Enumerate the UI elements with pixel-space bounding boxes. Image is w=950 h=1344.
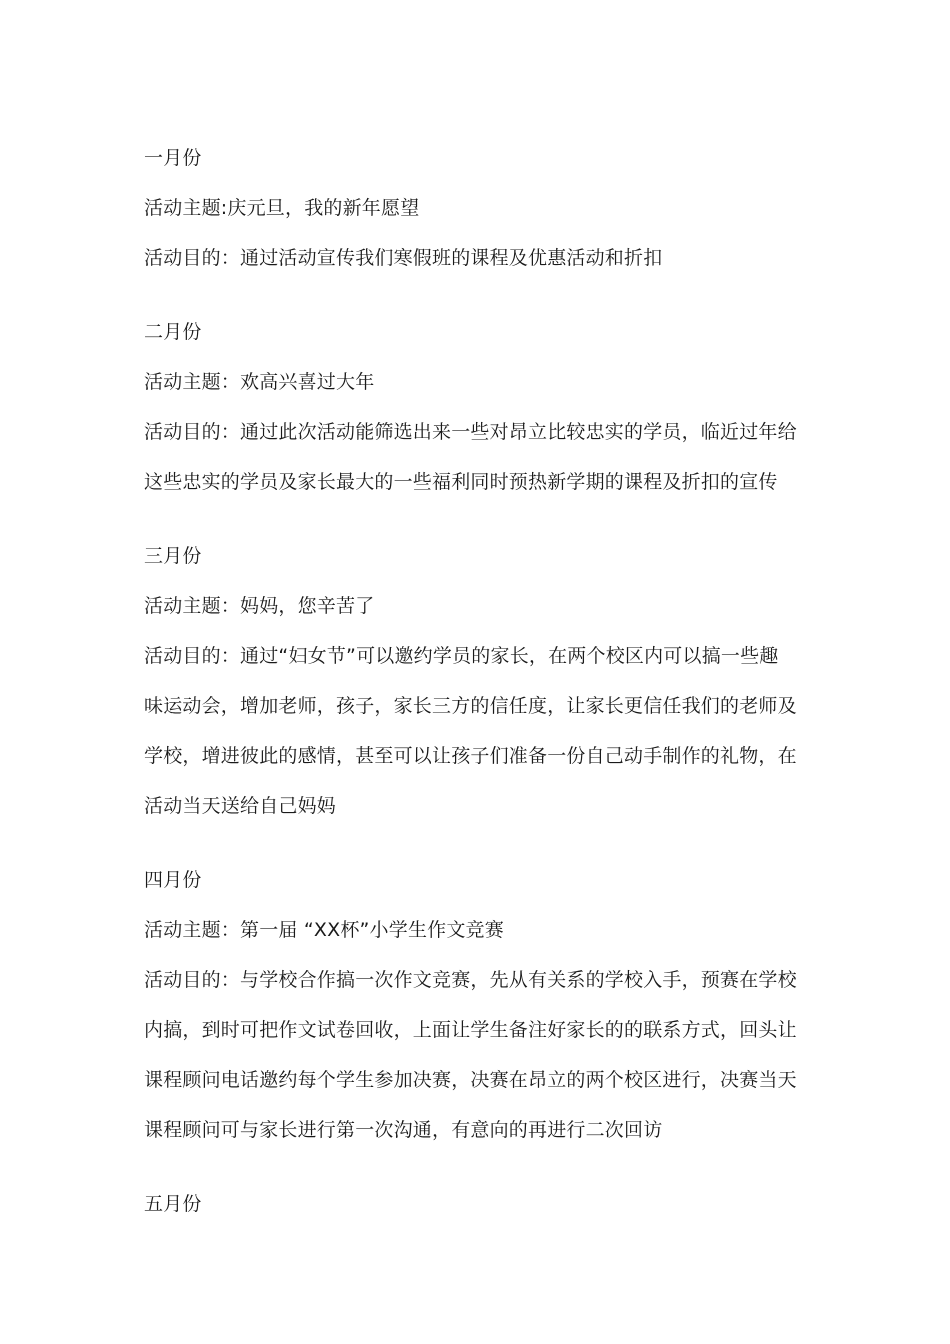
activity-purpose-line: 内搞，到时可把作文试卷回收，上面让学生备注好家长的的联系方式，回头让 bbox=[144, 1019, 797, 1041]
activity-purpose-line: 课程顾问电话邀约每个学生参加决赛，决赛在昂立的两个校区进行，决赛当天 bbox=[144, 1069, 797, 1091]
activity-purpose-line: 活动当天送给自己妈妈 bbox=[144, 795, 337, 817]
activity-purpose-line: 活动目的：通过此次活动能筛选出来一些对昂立比较忠实的学员，临近过年给 bbox=[144, 421, 797, 443]
month-heading: 二月份 bbox=[144, 321, 202, 343]
activity-purpose-line: 味运动会，增加老师，孩子，家长三方的信任度，让家长更信任我们的老师及 bbox=[144, 695, 797, 717]
activity-theme: 活动主题:庆元旦，我的新年愿望 bbox=[144, 197, 420, 219]
month-heading: 五月份 bbox=[144, 1193, 202, 1215]
activity-purpose-line: 学校，增进彼此的感情，甚至可以让孩子们准备一份自己动手制作的礼物，在 bbox=[144, 745, 797, 767]
section-march bbox=[144, 531, 804, 831]
activity-theme: 活动主题：妈妈，您辛苦了 bbox=[144, 595, 375, 617]
section-january bbox=[144, 133, 804, 283]
section-april bbox=[144, 855, 804, 1155]
activity-theme: 活动主题：第一届 “XX杯”小学生作文竞赛 bbox=[144, 919, 504, 941]
month-heading: 三月份 bbox=[144, 545, 202, 567]
activity-purpose-line: 课程顾问可与家长进行第一次沟通，有意向的再进行二次回访 bbox=[144, 1119, 663, 1141]
document-page bbox=[144, 133, 804, 1229]
section-february bbox=[144, 307, 804, 507]
month-heading: 一月份 bbox=[144, 147, 202, 169]
activity-purpose-line: 活动目的：通过“妇女节”可以邀约学员的家长，在两个校区内可以搞一些趣 bbox=[144, 645, 779, 667]
activity-purpose-line: 这些忠实的学员及家长最大的一些福利同时预热新学期的课程及折扣的宣传 bbox=[144, 471, 778, 493]
activity-purpose-line: 活动目的：与学校合作搞一次作文竞赛，先从有关系的学校入手，预赛在学校 bbox=[144, 969, 797, 991]
activity-theme: 活动主题：欢高兴喜过大年 bbox=[144, 371, 375, 393]
month-heading: 四月份 bbox=[144, 869, 202, 891]
section-may bbox=[144, 1179, 804, 1229]
activity-purpose-line: 活动目的：通过活动宣传我们寒假班的课程及优惠活动和折扣 bbox=[144, 247, 663, 269]
